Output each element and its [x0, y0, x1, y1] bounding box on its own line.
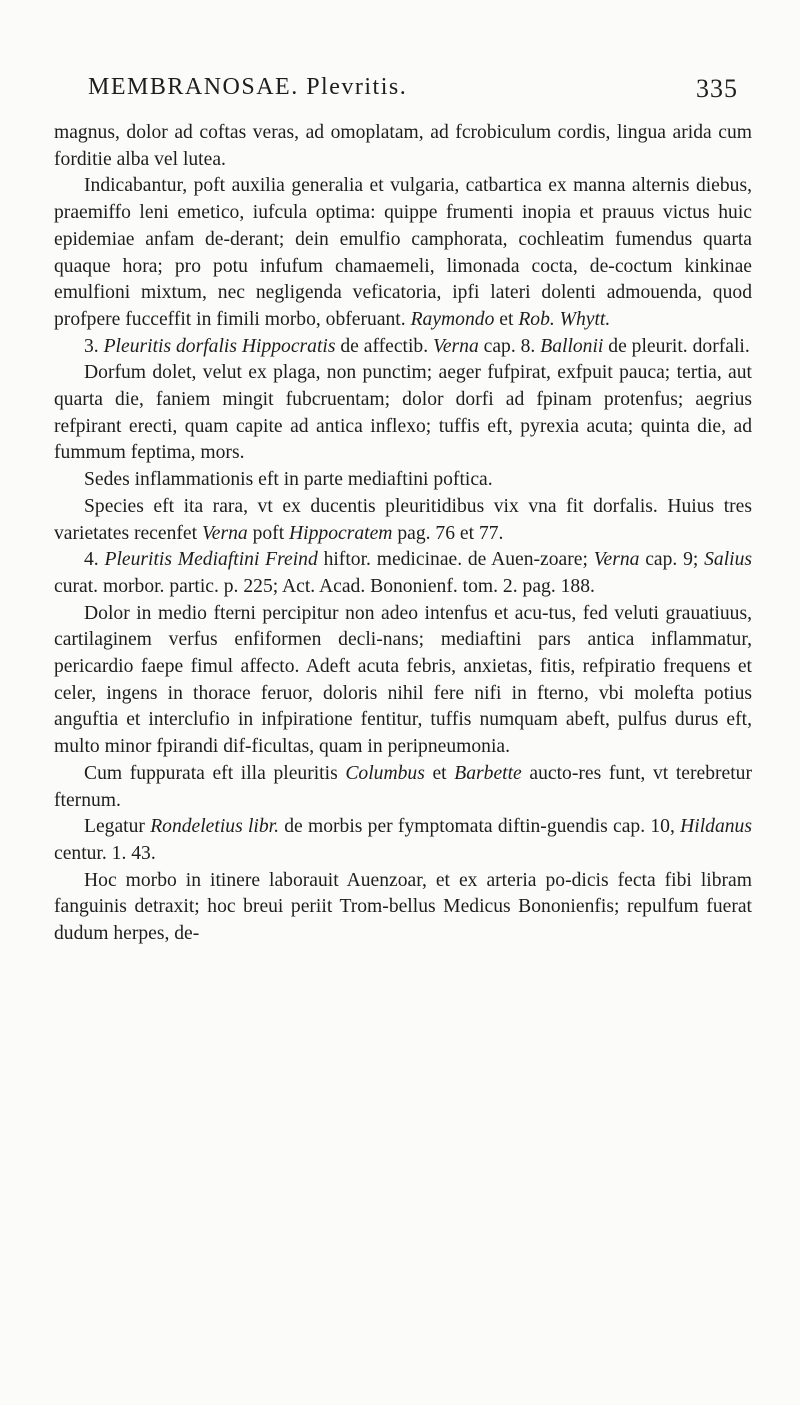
paragraph: [54, 494, 752, 547]
text-run: de pleurit. dorfali.: [603, 335, 750, 357]
paragraph: [54, 173, 752, 333]
text-run: Cum fuppurata eft illa pleuritis: [84, 762, 346, 784]
body-text: [54, 120, 752, 948]
italic-text: Verna: [201, 522, 248, 544]
italic-text: Verna: [433, 335, 479, 357]
paragraph: [54, 360, 752, 467]
text-run: Sedes inflammationis eft in parte mediaftini poftica.: [84, 469, 493, 491]
text-run: Dorfum dolet, velut ex plaga, non punctim; aeger fufpirat, exfpuit pauca; tertia, aut quarta die, faniem mingit fubcruentam; dolor dorfi ad fpinam protenfus; aegrius refpirant erecti, quam capite ad antica inflexo; tuffis eft, pyrexia acuta; quinta die, ad fummum feptima, mors.: [54, 362, 752, 464]
italic-text: Rondeletius libr.: [150, 816, 279, 838]
running-head: MEMBRANOSAE. Plevritis.: [88, 74, 408, 100]
italic-text: Columbus: [345, 762, 425, 784]
page-number: 335: [696, 74, 738, 103]
text-run: de morbis per fymptomata diftin-guendis cap. 10,: [278, 816, 681, 838]
text-run: poft: [247, 522, 290, 544]
text-run: Indicabantur, poft auxilia generalia et vulgaria, catbartica ex manna alternis diebus, praemiffo leni emetico, iufcula optima: quippe frumenti inopia et prauus victus huic epidemiae anfam de-derant; dein emulfio camphorata, cochleatim fumendus quarta quaque hora; pro potu infufum chamaemeli, limonada cocta, de-coctum kinkinae emulfioni mixtum, nec negligenda veficatoria, ipfi lateri dolenti admouenda, quod profpere fucceffit in fimili morbo, obferuant.: [54, 175, 752, 330]
text-run: et: [494, 308, 519, 330]
text-run: curat. morbor. partic. p. 225; Act. Acad. Bononienf. tom. 2. pag. 188.: [54, 575, 595, 597]
italic-text: Pleuritis Mediaftini Freind: [104, 549, 318, 571]
italic-text: Barbette: [454, 762, 522, 784]
paragraph: [54, 120, 752, 173]
italic-text: Verna: [593, 549, 640, 571]
text-run: cap. 8.: [478, 335, 541, 357]
text-run: cap. 9;: [639, 549, 705, 571]
paragraph: [54, 334, 752, 361]
paragraph: [54, 761, 752, 814]
italic-text: Salius: [704, 549, 753, 571]
page-header: [88, 68, 738, 114]
text-run: 3.: [84, 335, 104, 357]
italic-text: Pleuritis dorfalis Hippocratis: [103, 335, 336, 357]
italic-text: Ballonii: [540, 335, 604, 357]
text-run: aucto-res funt, vt terebretur fternum.: [54, 762, 752, 811]
paragraph: [54, 467, 752, 494]
text-run: hiftor. medicinae. de Auen-zoare;: [317, 549, 594, 571]
paragraph: [54, 814, 752, 867]
text-run: et: [424, 762, 455, 784]
paragraph: [54, 601, 752, 761]
italic-text: Raymondo: [410, 308, 495, 330]
text-run: 4.: [84, 549, 105, 571]
italic-text: Hildanus: [680, 816, 752, 838]
italic-text: Rob. Whytt.: [518, 308, 611, 330]
text-run: centur. 1. 43.: [54, 842, 156, 864]
paragraph: [54, 547, 752, 600]
text-run: Species eft ita rara, vt ex ducentis pleuritidibus vix vna fit dorfalis. Huius tres varietates recenfet: [54, 495, 752, 544]
text-run: pag. 76 et 77.: [392, 522, 504, 544]
text-run: magnus, dolor ad coftas veras, ad omoplatam, ad fcrobiculum cordis, lingua arida cum forditie alba vel lutea.: [54, 122, 752, 170]
text-run: Dolor in medio fterni percipitur non adeo intenfus et acu-tus, fed veluti grauatiuus, cartilaginem verfus enfiformen decli-nans; mediaftini pars antica inflammatur, pericardio faepe fimul affecto. Adeft acuta febris, anxietas, fitis, refpiratio frequens et celer, ingens in thorace feruor, doloris nihil fere nifi in fterno, vbi molefta potius anguftia et interclufio in infpiratione fentitur, tuffis numquam abeft, pulfus durus eft, multo minor fpirandi dif-ficultas, quam in peripneumonia.: [54, 602, 752, 758]
paragraph: [54, 868, 752, 948]
text-run: Hoc morbo in itinere laborauit Auenzoar, et ex arteria po-dicis fecta fibi libram fanguinis detraxit; hoc breui periit Trom-bellus Medicus Bononienfis; repulfum fuerat dudum herpes, de-: [54, 869, 752, 945]
text-run: de affectib.: [335, 335, 434, 357]
text-run: Legatur: [84, 816, 151, 838]
italic-text: Hippocratem: [289, 522, 393, 544]
